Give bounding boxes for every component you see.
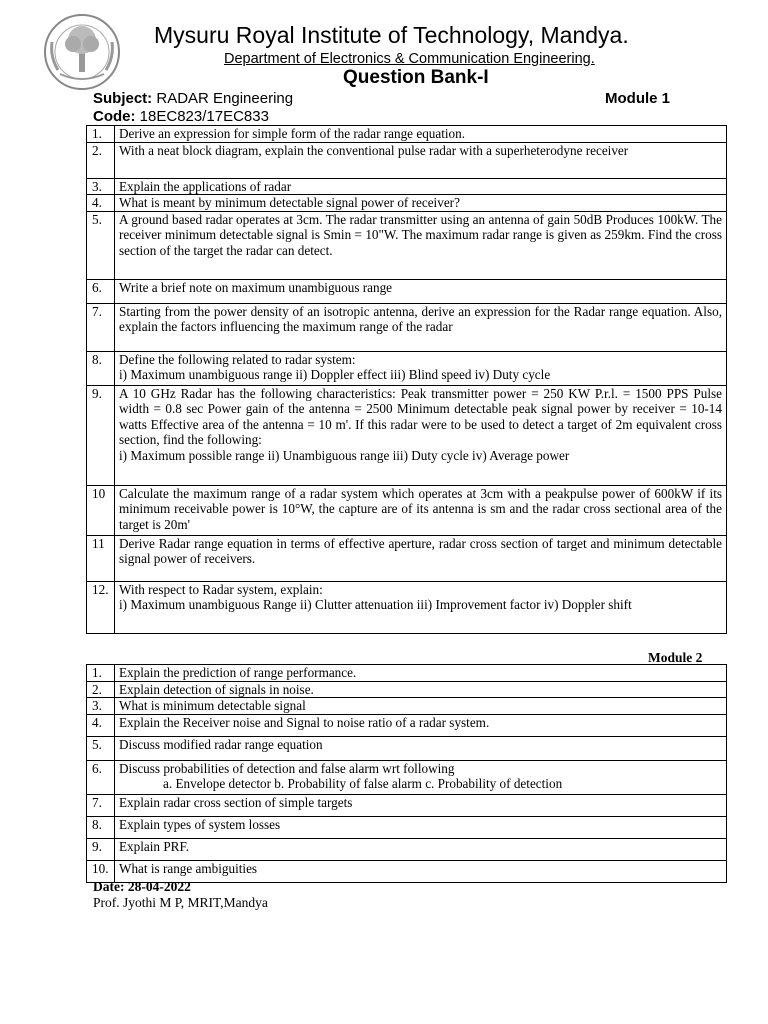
question-number: 8. — [87, 351, 115, 385]
author-line: Prof. Jyothi M P, MRIT,Mandya — [93, 895, 268, 910]
question-number: 10 — [87, 485, 115, 535]
table-row — [87, 126, 727, 143]
question-text-cell — [115, 760, 727, 794]
table-row — [87, 385, 727, 485]
question-text: A ground based radar operates at 3cm. The radar transmitter using an antenna of gain 50dB Produces 100kW. The receiver minimum detectable signal is Smin = 10"W. The maximum radar range is given as 259km. Find the cross section of the target the radar can detect. — [115, 211, 727, 279]
question-text: What is minimum detectable signal — [115, 698, 727, 715]
question-text: Define the following related to radar system: — [119, 351, 356, 367]
question-number: 5. — [87, 736, 115, 760]
table-row — [87, 195, 727, 212]
table-row — [87, 681, 727, 698]
subject-line — [93, 90, 293, 107]
question-text: Derive an expression for simple form of the radar range equation. — [115, 126, 727, 143]
question-text: Explain the Receiver noise and Signal to noise ratio of a radar system. — [115, 714, 727, 736]
table-row — [87, 581, 727, 633]
table-row — [87, 794, 727, 816]
question-text: With a neat block diagram, explain the conventional pulse radar with a superheterodyne receiver — [115, 142, 727, 178]
table-row — [87, 351, 727, 385]
module2-label: Module 2 — [648, 650, 703, 665]
question-text-cell — [115, 351, 727, 385]
question-text: Write a brief note on maximum unambiguous range — [115, 279, 727, 303]
question-number: 12. — [87, 581, 115, 633]
question-number: 7. — [87, 303, 115, 351]
table-row — [87, 838, 727, 860]
question-text: Explain radar cross section of simple targets — [115, 794, 727, 816]
question-text: Derive Radar range equation in terms of effective aperture, radar cross section of target and minimum detectable signal power of receivers. — [115, 535, 727, 581]
question-number: 1. — [87, 665, 115, 682]
table-row — [87, 178, 727, 195]
question-number: 3. — [87, 178, 115, 195]
code-label: Code: — [93, 108, 136, 125]
table-row — [87, 736, 727, 760]
question-text: Explain the prediction of range performance. — [115, 665, 727, 682]
question-number: 8. — [87, 816, 115, 838]
table-row — [87, 816, 727, 838]
institute-logo — [42, 12, 122, 92]
question-number: 11 — [87, 535, 115, 581]
question-number: 3. — [87, 698, 115, 715]
table-row — [87, 665, 727, 682]
module2-question-table — [86, 664, 727, 883]
question-text: With respect to Radar system, explain: — [119, 581, 323, 597]
question-text: Starting from the power density of an isotropic antenna, derive an expression for the Radar range equation. Also, explain the factors influencing the maximum range of the radar — [115, 303, 727, 351]
subject-label: Subject: — [93, 90, 153, 107]
table-row — [87, 485, 727, 535]
question-text: What is meant by minimum detectable signal power of receiver? — [115, 195, 727, 212]
question-subparts: i) Maximum possible range ii) Unambiguous range iii) Duty cycle iv) Average power — [119, 447, 570, 463]
question-text: What is range ambiguities — [115, 860, 727, 882]
table-row — [87, 535, 727, 581]
table-row — [87, 142, 727, 178]
question-subparts: i) Maximum unambiguous Range ii) Clutter attenuation iii) Improvement factor iv) Doppler shift — [119, 597, 632, 612]
question-number: 9. — [87, 838, 115, 860]
table-row — [87, 211, 727, 279]
subject-value: RADAR Engineering — [156, 90, 294, 107]
document-title: Question Bank-I — [343, 67, 489, 88]
question-number: 4. — [87, 195, 115, 212]
question-text: Discuss modified radar range equation — [115, 736, 727, 760]
question-text-cell — [115, 581, 727, 633]
module1-question-table — [86, 125, 727, 634]
code-value: 18EC823/17EC833 — [139, 108, 269, 125]
table-row — [87, 760, 727, 794]
question-number: 2. — [87, 142, 115, 178]
question-number: 7. — [87, 794, 115, 816]
module1-label: Module 1 — [605, 90, 671, 107]
table-row — [87, 279, 727, 303]
question-text-cell — [115, 385, 727, 485]
table-row — [87, 303, 727, 351]
code-line — [93, 108, 269, 125]
document-date: Date: 28-04-2022 — [93, 879, 191, 894]
question-number: 1. — [87, 126, 115, 143]
table-row — [87, 698, 727, 715]
question-number: 6. — [87, 760, 115, 794]
question-text: Explain types of system losses — [115, 816, 727, 838]
question-number: 5. — [87, 211, 115, 279]
question-number: 9. — [87, 385, 115, 485]
question-text: Explain PRF. — [115, 838, 727, 860]
question-text: Explain the applications of radar — [115, 178, 727, 195]
question-number: 6. — [87, 279, 115, 303]
institute-name: Mysuru Royal Institute of Technology, Mandya. — [154, 22, 629, 48]
question-subparts: i) Maximum unambiguous range ii) Doppler effect iii) Blind speed iv) Duty cycle — [119, 367, 551, 382]
question-text: Explain detection of signals in noise. — [115, 681, 727, 698]
question-number: 10. — [87, 860, 115, 882]
department-name: Department of Electronics & Communication Engineering. — [224, 51, 595, 67]
question-number: 4. — [87, 714, 115, 736]
question-subparts: a. Envelope detector b. Probability of false alarm c. Probability of detection — [163, 776, 563, 791]
table-row — [87, 714, 727, 736]
question-text: Calculate the maximum range of a radar system which operates at 3cm with a peakpulse power of 600kW if its minimum receivable power is 10°W, the capture are of its antenna is sm and the radar cross sectional area of the target is 20m' — [115, 485, 727, 535]
question-text: A 10 GHz Radar has the following characteristics: Peak transmitter power = 250 KW P.r.l. = 1500 PPS Pulse width = 0.8 sec Power gain of the antenna = 2500 Minimum detectable peak signal power by receiver = 10-14 watts Effective area of the antenna = 10 m'. If this radar were to be used to detect a target of 2m equivalent cross section, find the following: — [119, 385, 722, 447]
question-number: 2. — [87, 681, 115, 698]
question-text: Discuss probabilities of detection and false alarm wrt following — [119, 760, 455, 776]
